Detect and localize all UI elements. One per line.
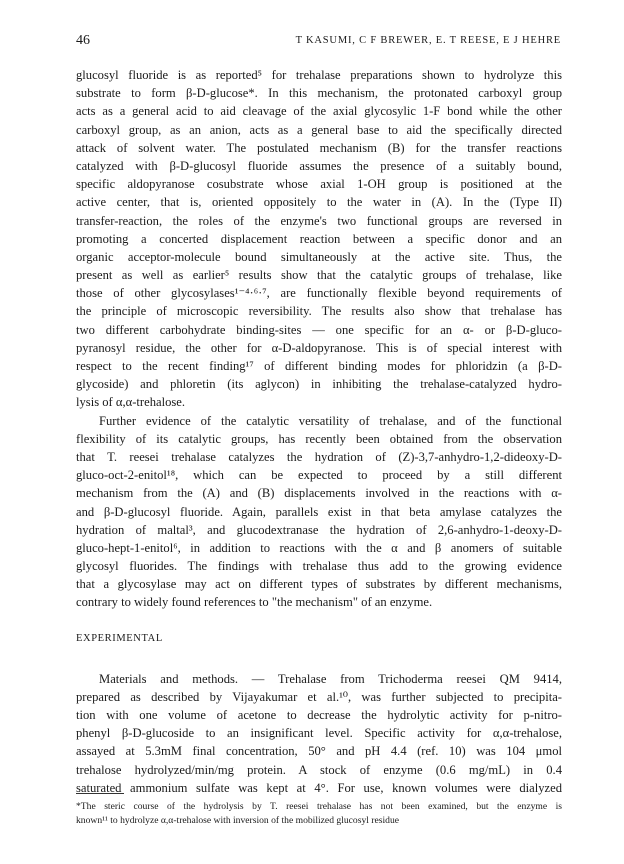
text-line: lysis of α,α-trehalose. [76, 395, 186, 410]
text-line: the principle of microscopic reversibility. The results also show that trehalase has [76, 304, 562, 319]
text-line: promoting a concerted displacement reaction between a specific donor and an [76, 231, 562, 246]
text-line: attack of solvent water. The postulated mechanism (B) for the transfer reactions [76, 140, 562, 155]
text-line: glucosyl fluoride is as reported⁵ for trehalase preparations shown to hydrolyze this [76, 68, 562, 82]
text-line: specific aldopyranose cosubstrate whose axial 1-OH group is positioned at the [76, 177, 562, 192]
text-line: prepared as described by Vijayakumar et al.¹⁰, was further subjected to precipita- [76, 689, 562, 704]
text-line: pyranosyl residue, the other for α-D-aldopyranose. This is of special interest with [76, 340, 562, 355]
text-line: phenyl β-D-glucoside to an insignificant level. Specific activity for α,α-trehalose, [76, 726, 562, 741]
footnote-line: *The steric course of the hydrolysis by T. reesei trehalase has not been examined, but the enzyme is [76, 801, 562, 812]
text-line: saturated ammonium sulfate was kept at 4°. For use, known volumes were dialyzed [76, 780, 562, 795]
text-line: tion with one volume of acetone to decrease the hydrolytic activity for p-nitro- [76, 708, 562, 722]
paragraph-3 [76, 670, 562, 797]
text-line: catalyzed with β-D-glucosyl fluoride assumes the presence of a suitably bound, [76, 158, 562, 173]
text-line: two different carbohydrate binding-sites — one specific for an α- or β-D-gluco- [76, 322, 562, 337]
text-line: Further evidence of the catalytic versatility of trehalase, and of the functional [99, 413, 562, 428]
running-head-authors: T KASUMI, C F BREWER, E. T REESE, E J HEHRE [295, 35, 561, 46]
text-line: respect to the recent finding¹⁷ of different binding modes for phloridzin (a β-D- [76, 359, 562, 373]
paragraph-1 [76, 66, 562, 412]
text-line: contrary to widely found references to "the mechanism" of an enzyme. [76, 595, 433, 610]
footnote [76, 800, 562, 827]
text-line: glycoside) and phloretin (its aglycon) in inhibiting the trehalase-catalyzed hydro- [76, 377, 562, 392]
text-line: trehalose hydrolyzed/min/mg protein. A stock of enzyme (0.6 mg/mL) in 0.4 [76, 762, 562, 777]
text-line: transfer-reaction, the roles of the enzyme's two functional groups are reversed in [76, 213, 562, 228]
text-line: hydration of maltal³, and glucodextranase the hydration of 2,6-anhydro-1-deoxy-D- [76, 522, 562, 537]
paragraph-2 [76, 412, 562, 612]
text-line: mechanism from the (A) and (B) displacements involved in the reactions with α- [76, 486, 562, 501]
running-head [76, 33, 561, 49]
text-line: carboxyl group, as an anion, acts as a general base to aid the specifically directed [76, 122, 562, 137]
text-line: those of other glycosylases¹⁻⁴·⁶·⁷, are functionally flexible beyond requirements of [76, 286, 562, 301]
page-number: 46 [76, 33, 90, 48]
footnote-line: known¹¹ to hydrolyze α,α-trehalose with inversion of the mobilized glucosyl residue [76, 814, 400, 826]
text-line: glycosyl fluorides. The findings with trehalase thus add to the growing evidence [76, 559, 562, 574]
text-line: that T. reesei trehalase catalyzes the hydration of (Z)-3,7-anhydro-1,2-dideoxy-D- [76, 449, 562, 464]
body-text [76, 66, 562, 797]
text-line: present as well as earlier⁵ results show that the catalytic groups of trehalase, like [76, 268, 562, 283]
text-line: flexibility of its catalytic groups, has recently been obtained from the observation [76, 431, 562, 446]
text-line: and β-D-glucosyl fluoride. Again, parallels exist in that beta amylase catalyzes the [76, 504, 562, 519]
text-line: assayed at 5.3mM final concentration, 50° and pH 4.4 (ref. 10) was 104 μmol [76, 744, 562, 759]
text-line: organic acceptor-molecule bound simultaneously at the active site. Thus, the [76, 249, 562, 264]
section-heading: EXPERIMENTAL [76, 632, 163, 644]
text-line: active center, that is, oriented oppositely to the water in (A). In the (Type II) [76, 195, 562, 210]
text-line: substrate to form β-D-glucose*. In this mechanism, the protonated carboxyl group [76, 86, 562, 101]
text-line: that a glycosylase may act on different types of substrates by different mechanisms, [76, 577, 562, 592]
text-line: Materials and methods. — Trehalase from Trichoderma reesei QM 9414, [99, 671, 562, 686]
text-line: gluco-oct-2-enitol¹⁸, which can be expected to proceed by a still different [76, 468, 562, 483]
footnote-rule [76, 793, 124, 794]
text-line: gluco-hept-1-enitol⁶, in addition to reactions with the α and β anomers of suitable [76, 540, 562, 555]
text-line: acts as a general acid to aid cleavage of the axial glycosylic 1-F bond while the other [76, 104, 562, 119]
